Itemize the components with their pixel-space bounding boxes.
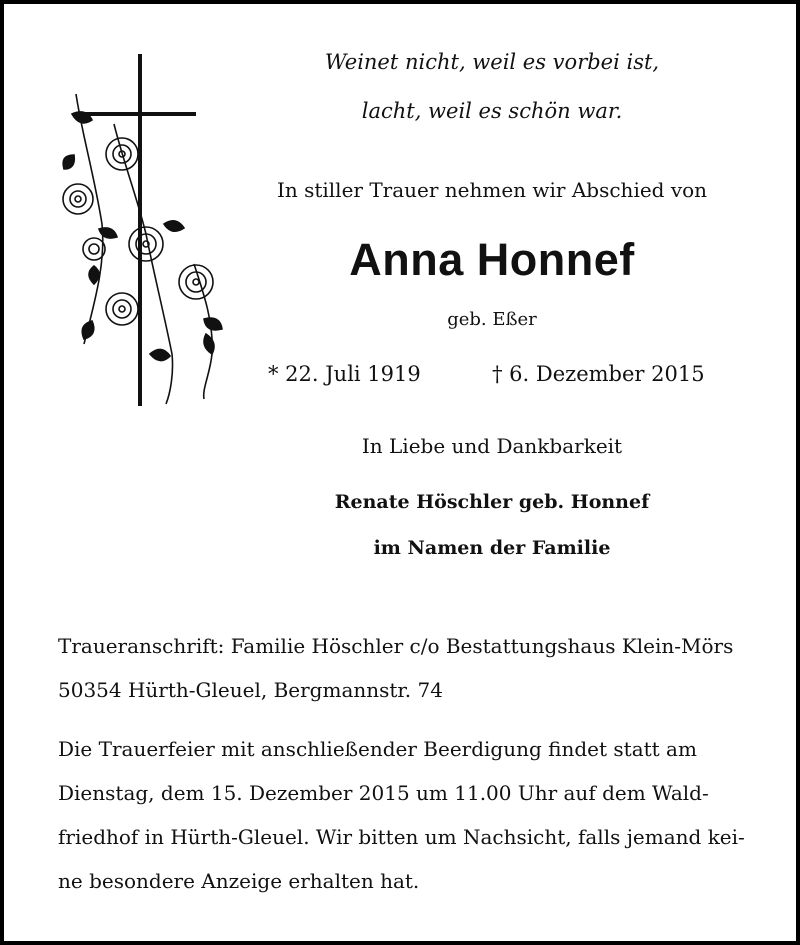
dedication: In Liebe und Dankbarkeit: [361, 434, 623, 458]
deceased-name: Anna Honnef: [349, 234, 635, 285]
quote-line-1: Weinet nicht, weil es vorbei ist,: [324, 50, 660, 74]
rose-icon: [63, 94, 222, 404]
signer-name: Renate Höschler geb. Honnef: [334, 491, 650, 513]
quote-line-2: lacht, weil es schön war.: [361, 99, 623, 123]
funeral-line-1: Die Trauerfeier mit anschließender Beerdigung findet statt am: [58, 737, 697, 761]
address-block: [58, 624, 746, 712]
death-date: † 6. Dezember 2015: [492, 362, 705, 386]
funeral-info: [58, 727, 746, 903]
funeral-line-3: friedhof in Hürth-Gleuel. Wir bitten um Nachsicht, falls jemand kei-: [58, 825, 745, 849]
birth-date: * 22. Juli 1919: [268, 362, 421, 386]
birth-name: geb. Eßer: [447, 309, 537, 330]
funeral-line-4: ne besondere Anzeige erhalten hat.: [58, 869, 420, 893]
signer-family: im Namen der Familie: [373, 537, 611, 559]
address-line-2: 50354 Hürth-Gleuel, Bergmannstr. 74: [58, 678, 443, 702]
address-line-1: Traueranschrift: Familie Höschler c/o Bestattungshaus Klein-Mörs: [58, 634, 734, 658]
obituary-notice: [4, 4, 796, 941]
cross-with-roses-icon: [54, 54, 234, 414]
funeral-line-2: Dienstag, dem 15. Dezember 2015 um 11.00 Uhr auf dem Wald-: [58, 781, 709, 805]
intro-text: In stiller Trauer nehmen wir Abschied von: [276, 178, 708, 202]
